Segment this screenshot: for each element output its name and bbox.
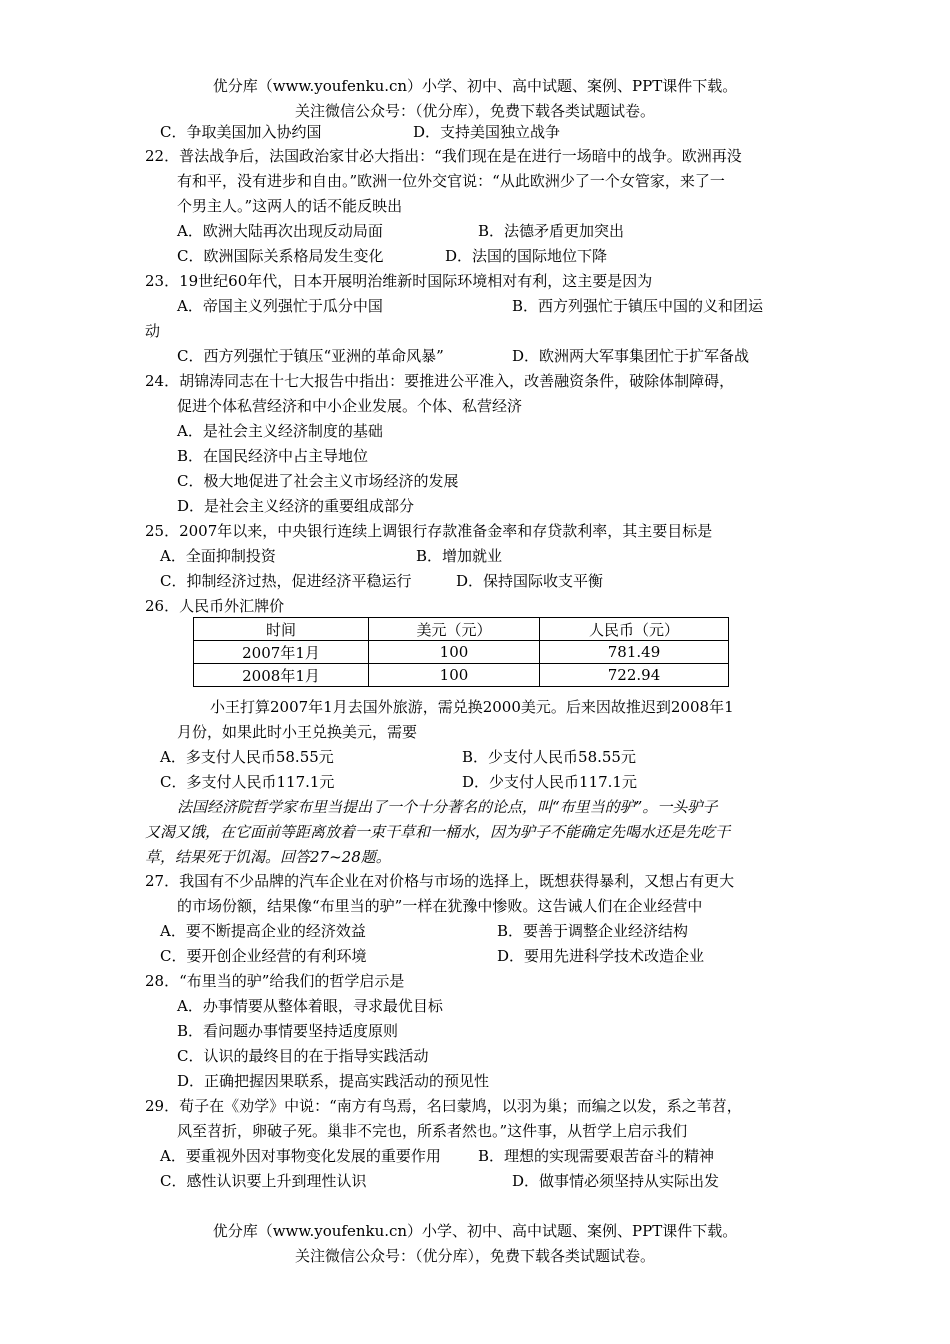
- q26-option-b: B．少支付人民币58.55元: [462, 748, 636, 766]
- q27-stem-line-2: 的市场份额，结果像“布里当的驴”一样在犹豫中惨败。这告诫人们在企业经营中: [177, 897, 703, 915]
- q24-option-b: B．在国民经济中占主导地位: [177, 447, 369, 465]
- q21-option-d: D．支持美国独立战争: [413, 123, 561, 141]
- footer-line-1: 优分库（www.youfenku.cn）小学、初中、高中试题、案例、PPT课件下载。: [212, 1222, 738, 1240]
- q27-stem-line-1: 27．我国有不少品牌的汽车企业在对价格与市场的选择上，既想获得暴利，又想占有更大: [145, 872, 735, 890]
- q22-option-a: A．欧洲大陆再次出现反动局面: [177, 222, 383, 240]
- q26-option-c: C．多支付人民币117.1元: [160, 773, 335, 791]
- q23-option-d: D．欧洲两大军事集团忙于扩军备战: [512, 347, 750, 365]
- exchange-rate-table: [193, 617, 729, 687]
- q26-title: 26．人民币外汇牌价: [145, 597, 285, 615]
- q26-option-d: D．少支付人民币117.1元: [462, 773, 637, 791]
- table-row: [194, 664, 729, 687]
- q23-option-c: C．西方列强忙于镇压“亚洲的革命风暴”: [177, 347, 444, 365]
- table-row: [194, 641, 729, 664]
- q28-option-a: A．办事情要从整体着眼，寻求最优目标: [177, 997, 443, 1015]
- q28-option-c: C．认识的最终目的在于指导实践活动: [177, 1047, 429, 1065]
- q27-option-b: B．要善于调整企业经济结构: [497, 922, 689, 940]
- q22-stem-line-3: 个男主人。”这两人的话不能反映出: [177, 197, 403, 215]
- table-cell: 722.94: [540, 664, 729, 687]
- q27-option-c: C．要开创企业经营的有利环境: [160, 947, 367, 965]
- q22-stem-line-2: 有和平，没有进步和自由。”欧洲一位外交官说：“从此欧洲少了一个女管家，来了一: [177, 172, 725, 190]
- q22-option-d: D．法国的国际地位下降: [445, 247, 608, 265]
- q22-stem-line-1: 22．普法战争后，法国政治家甘必大指出：“我们现在是在进行一场暗中的战争。欧洲再没: [145, 147, 742, 165]
- q24-option-c: C．极大地促进了社会主义市场经济的发展: [177, 472, 459, 490]
- q26-stem-line-1: 小王打算2007年1月去国外旅游，需兑换2000美元。后来因故推迟到2008年1: [210, 698, 734, 716]
- q29-stem-line-1: 29．荀子在《劝学》中说：“南方有鸟焉，名曰蒙鸠，以羽为巢；而编之以发，系之苇苕，: [145, 1097, 742, 1115]
- table-header-cell: 美元（元）: [369, 618, 540, 641]
- passage-line-3: 草，结果死于饥渴。回答27~28题。: [145, 848, 391, 866]
- q23-option-b-wrap: 动: [145, 322, 161, 340]
- q22-option-c: C．欧洲国际关系格局发生变化: [177, 247, 384, 265]
- q28-stem: 28．“布里当的驴”给我们的哲学启示是: [145, 972, 405, 990]
- q23-option-a: A．帝国主义列强忙于瓜分中国: [177, 297, 383, 315]
- q29-option-a: A．要重视外因对事物变化发展的重要作用: [160, 1147, 441, 1165]
- footer-line-2: 关注微信公众号：（优分库），免费下载各类试题试卷。: [294, 1247, 655, 1265]
- q23-option-b: B．西方列强忙于镇压中国的义和团运: [512, 297, 764, 315]
- q24-stem-line-2: 促进个体私营经济和中小企业发展。个体、私营经济: [177, 397, 523, 415]
- q21-option-c: C．争取美国加入协约国: [160, 123, 322, 141]
- q25-option-b: B．增加就业: [416, 547, 503, 565]
- table-cell: 100: [369, 641, 540, 664]
- q29-option-b: B．理想的实现需要艰苦奋斗的精神: [478, 1147, 715, 1165]
- table-cell: 100: [369, 664, 540, 687]
- q27-option-d: D．要用先进科学技术改造企业: [497, 947, 705, 965]
- table-cell: 2008年1月: [194, 664, 369, 687]
- header-line-1: 优分库（www.youfenku.cn）小学、初中、高中试题、案例、PPT课件下载。: [212, 77, 738, 95]
- passage-line-2: 又渴又饿，在它面前等距离放着一束干草和一桶水，因为驴子不能确定先喝水还是先吃干: [145, 823, 731, 841]
- q26-stem-line-2: 月份，如果此时小王兑换美元，需要: [177, 723, 418, 741]
- q25-option-c: C．抑制经济过热，促进经济平稳运行: [160, 572, 412, 590]
- q28-option-b: B．看问题办事情要坚持适度原则: [177, 1022, 399, 1040]
- q24-stem-line-1: 24．胡锦涛同志在十七大报告中指出：要推进公平准入，改善融资条件，破除体制障碍，: [145, 372, 735, 390]
- header-line-2: 关注微信公众号：（优分库），免费下载各类试题试卷。: [294, 102, 655, 120]
- q25-stem: 25．2007年以来，中央银行连续上调银行存款准备金率和存贷款利率，其主要目标是: [145, 522, 713, 540]
- q27-option-a: A．要不断提高企业的经济效益: [160, 922, 366, 940]
- passage-line-1: 法国经济院哲学家布里当提出了一个十分著名的论点，叫“布里当的驴”。一头驴子: [177, 798, 718, 816]
- q24-option-a: A．是社会主义经济制度的基础: [177, 422, 383, 440]
- table-header-cell: 人民币（元）: [540, 618, 729, 641]
- q23-stem: 23．19世纪60年代，日本开展明治维新时国际环境相对有利，这主要是因为: [145, 272, 653, 290]
- q29-option-d: D．做事情必须坚持从实际出发: [512, 1172, 720, 1190]
- q26-option-a: A．多支付人民币58.55元: [160, 748, 334, 766]
- table-header-cell: 时间: [194, 618, 369, 641]
- table-header-row: [194, 618, 729, 641]
- q25-option-a: A．全面抑制投资: [160, 547, 276, 565]
- q24-option-d: D．是社会主义经济的重要组成部分: [177, 497, 415, 515]
- q28-option-d: D．正确把握因果联系，提高实践活动的预见性: [177, 1072, 490, 1090]
- q25-option-d: D．保持国际收支平衡: [456, 572, 604, 590]
- q22-option-b: B．法德矛盾更加突出: [478, 222, 625, 240]
- table-cell: 2007年1月: [194, 641, 369, 664]
- table-cell: 781.49: [540, 641, 729, 664]
- q29-stem-line-2: 风至苕折，卵破子死。巢非不完也，所系者然也。”这件事，从哲学上启示我们: [177, 1122, 688, 1140]
- q29-option-c: C．感性认识要上升到理性认识: [160, 1172, 367, 1190]
